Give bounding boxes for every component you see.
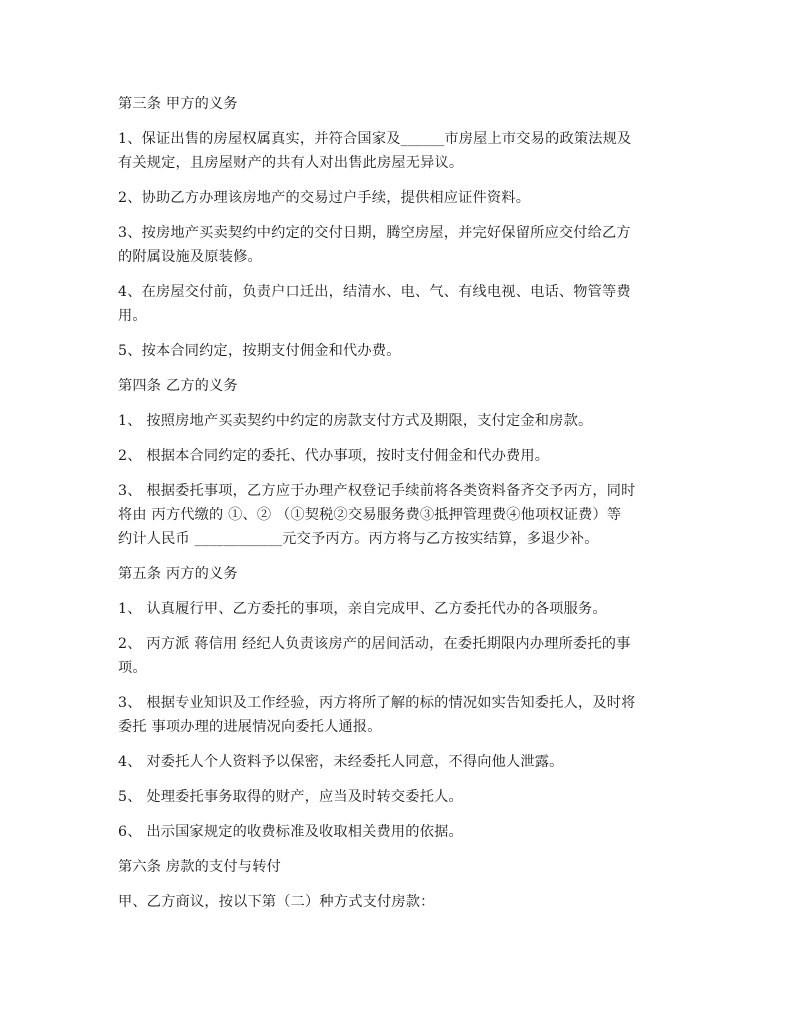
clause-line: 3、按房地产买卖契约中约定的交付日期，腾空房屋，并完好保留所应交付给乙方 [118,225,631,241]
clause-line: 1、 认真履行甲、乙方委托的事项，亲自完成甲、乙方委托代办的各项服务。 [118,601,607,617]
clause-line: 3、 根据委托事项，乙方应于办理产权登记手续前将各类资料备齐交予丙方，同时 [118,483,636,499]
clause-line: 甲、乙方商议，按以下第（二）种方式支付房款： [118,894,435,910]
clause-line: 1、保证出售的房屋权属真实，并符合国家及______市房屋上市交易的政策法规及 [118,131,632,147]
clause-line: 1、 按照房地产买卖契约中约定的房款支付方式及期限，支付定金和房款。 [118,413,593,429]
clause-line: 5、 处理委托事务取得的财产，应当及时转交委托人。 [118,789,463,805]
clause-paragraph [118,127,678,175]
clause-line: 3、 根据专业知识及工作经验，丙方将所了解的标的情况如实告知委托人，及时将 [118,695,636,711]
clause-paragraph [118,479,678,551]
clause-line: 4、在房屋交付前，负责户口迁出，结清水、电、气、有线电视、电话、物管等费 [118,284,631,300]
clause-paragraph [118,597,678,621]
clause-paragraph [118,444,678,468]
section-heading: 第四条 乙方的义务 [118,378,238,394]
clause-paragraph [118,632,678,680]
clause-paragraph [118,280,678,328]
contract-page [118,92,678,925]
clause-line: 2、 根据本合同约定的委托、代办事项，按时支付佣金和代办费用。 [118,448,550,464]
clause-paragraph [118,750,678,774]
section-heading: 第五条 丙方的义务 [118,566,238,582]
clause-line: 5、按本合同约定，按期支付佣金和代办费。 [118,343,401,359]
clause-line: 将由 丙方代缴的 ①、② （①契税②交易服务费③抵押管理费④他项权证费）等 [118,507,622,523]
section-heading: 第三条 甲方的义务 [118,96,238,112]
clause-paragraph [118,691,678,739]
clause-paragraph [118,186,678,210]
clause-paragraph [118,409,678,433]
clause-line: 项。 [118,660,147,676]
clause-line: 2、协助乙方办理该房地产的交易过户手续，提供相应证件资料。 [118,190,531,206]
clause-line: 的附属设施及原装修。 [118,249,262,265]
clause-paragraph [118,890,678,914]
clause-line: 4、 对委托人个人资料予以保密，未经委托人同意，不得向他人泄露。 [118,754,564,770]
clause-line: 约计人民币 ____________元交予丙方。丙方将与乙方按实结算，多退少补。 [118,531,599,547]
clause-paragraph [118,820,678,844]
clause-line: 用。 [118,308,147,324]
clause-line: 有关规定，且房屋财产的共有人对出售此房屋无异议。 [118,155,464,171]
section-heading: 第六条 房款的支付与转付 [118,859,281,875]
clause-line: 委托 事项办理的进展情况向委托人通报。 [118,719,382,735]
clause-line: 2、 丙方派 蒋信用 经纪人负责该房产的居间活动，在委托期限内办理所委托的事 [118,636,631,652]
clause-paragraph [118,785,678,809]
clause-paragraph [118,339,678,363]
clause-paragraph [118,221,678,269]
clause-line: 6、 出示国家规定的收费标准及收取相关费用的依据。 [118,824,463,840]
